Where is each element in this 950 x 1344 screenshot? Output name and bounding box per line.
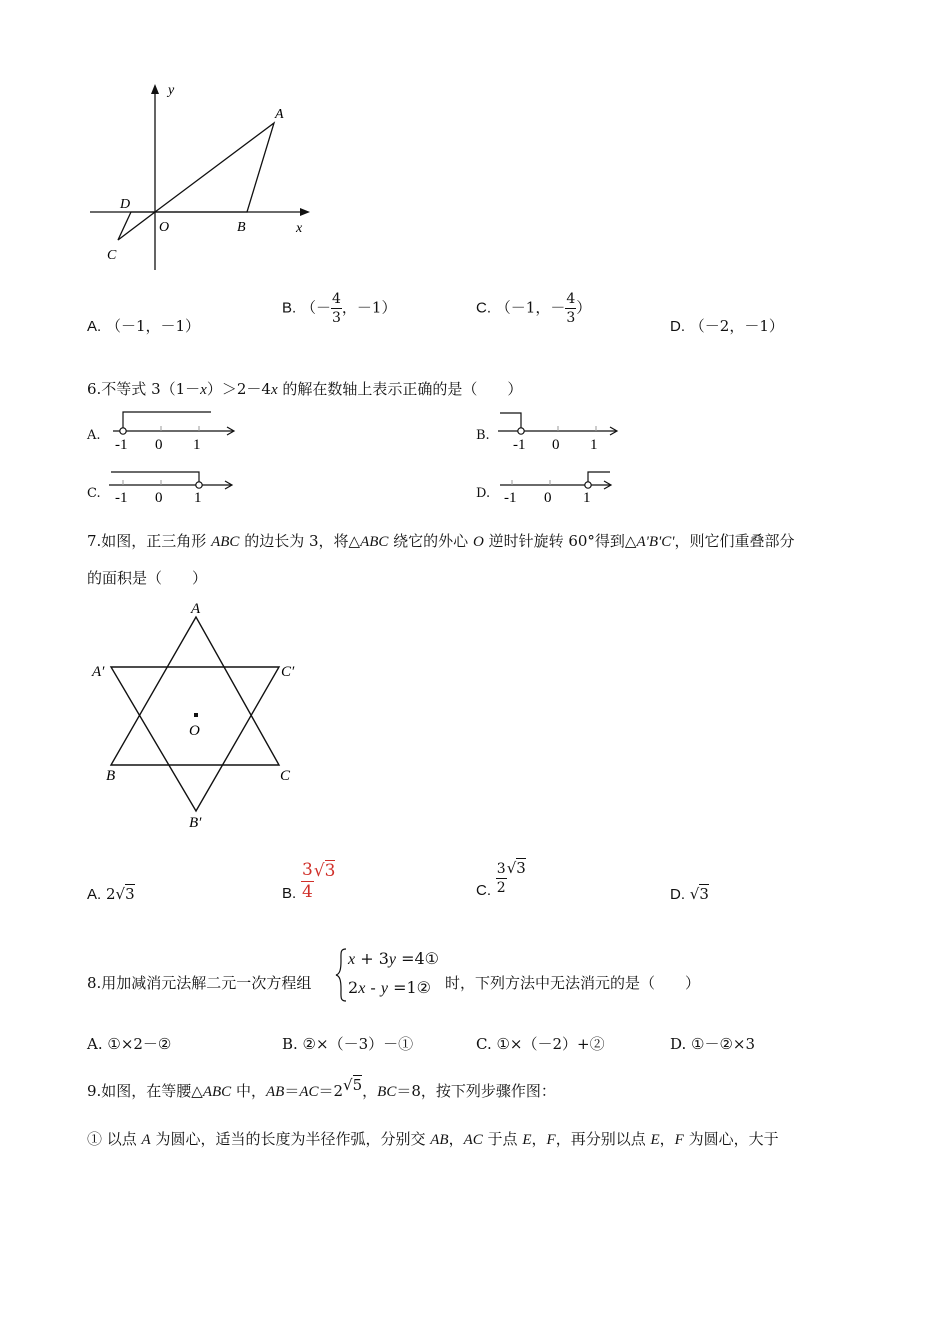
option-label: B. xyxy=(282,299,297,317)
number-line xyxy=(105,468,245,508)
number-line xyxy=(494,406,634,454)
fraction: $\frac{4}{3}$ xyxy=(566,291,576,326)
label-A: A xyxy=(191,601,201,617)
option-label: D. xyxy=(670,886,685,903)
tick-label: 0 xyxy=(552,437,560,453)
option-text: （－1，－ xyxy=(495,298,566,317)
label-y: y xyxy=(168,83,175,98)
tick-label: 0 xyxy=(155,490,163,506)
number-line xyxy=(494,468,634,508)
label-B-prime: B′ xyxy=(189,815,202,831)
q7-option-a[interactable] xyxy=(87,885,135,903)
option-text: （－ xyxy=(300,298,331,317)
label-C: C xyxy=(107,248,117,263)
equation-1: x + 3y =4① xyxy=(348,949,439,968)
fraction: $\frac{3}{2}$ xyxy=(496,861,506,896)
triangle-OAB xyxy=(155,123,274,212)
option-label: D. xyxy=(476,486,491,501)
label-O: O xyxy=(189,723,200,739)
q7-option-d[interactable] xyxy=(670,885,709,903)
q8-stem-a: 8.用加减消元法解二元一次方程组 xyxy=(87,974,312,992)
label-B: B xyxy=(237,220,246,235)
tick-label: 0 xyxy=(544,490,552,506)
triangle-ABC xyxy=(111,617,279,765)
x-axis-arrow xyxy=(300,208,310,216)
option-label: C. xyxy=(476,299,491,317)
label-O: O xyxy=(159,220,170,235)
option-text: （－1，－1） xyxy=(105,317,201,335)
label-D: D xyxy=(120,197,131,212)
option-label: A. xyxy=(87,428,101,443)
label-A-prime: A′ xyxy=(92,664,105,680)
fraction: $\frac{3}{4}$ xyxy=(301,860,313,902)
tick-label: 1 xyxy=(583,490,591,506)
option-text: ，－1） xyxy=(341,298,397,317)
triangle-A1B1C1 xyxy=(111,667,279,811)
option-label: B. xyxy=(476,428,490,443)
tick-label: 1 xyxy=(193,437,201,453)
q7-stem-line1: 7.如图，正三角形 ABC 的边长为 3，将△ABC 绕它的外心 O 逆时针旋转 60°得到△A'B'C'，则它们重叠部分 xyxy=(87,532,795,550)
q8-option-c[interactable]: C. ①×（－2）+② xyxy=(476,1035,605,1053)
option-label: B. xyxy=(282,884,297,902)
center-point xyxy=(194,713,198,717)
q8-option-a[interactable]: A. ①×2－② xyxy=(87,1035,172,1053)
label-C: C xyxy=(280,768,291,784)
q7-stem-line2: 的面积是（ ） xyxy=(87,569,208,587)
hexagram-figure xyxy=(80,595,320,835)
brace-icon xyxy=(334,947,348,1003)
q6-stem: 6.不等式 3（1－x）＞2－4x 的解在数轴上表示正确的是（ ） xyxy=(87,380,523,398)
coefficient: 2 xyxy=(105,885,116,903)
q8-stem-b: 时，下列方法中无法消元的是（ ） xyxy=(445,974,701,992)
q9-stem: 9.如图，在等腰△ABC 中，AB＝AC＝2√5，BC＝8，按下列步骤作图： xyxy=(87,1076,556,1100)
option-label: C. xyxy=(87,486,101,501)
tick-label: 1 xyxy=(590,437,598,453)
q5-option-b[interactable] xyxy=(282,292,396,325)
equation-2: 2x - y =1② xyxy=(348,978,431,997)
option-text: ） xyxy=(576,298,592,317)
sqrt-sign: √3 xyxy=(313,860,336,881)
q7-option-b[interactable] xyxy=(282,862,335,901)
sqrt-sign: √3 xyxy=(506,858,526,877)
fraction: $\frac{4}{3}$ xyxy=(331,291,341,326)
option-label: C. xyxy=(476,881,491,899)
label-C-prime: C′ xyxy=(281,664,295,680)
sqrt-sign: √5 xyxy=(343,1076,363,1094)
tick-label: 1 xyxy=(194,490,202,506)
tick-label: -1 xyxy=(115,490,128,506)
q8-option-d[interactable]: D. ①－②×3 xyxy=(670,1035,756,1053)
q5-option-d[interactable] xyxy=(670,315,784,336)
label-A: A xyxy=(275,107,284,122)
label-B: B xyxy=(106,768,116,784)
coordinate-figure xyxy=(80,75,320,280)
option-label: A. xyxy=(87,886,102,903)
option-text: （－2，－1） xyxy=(689,317,784,335)
q5-option-c[interactable] xyxy=(476,292,591,325)
q7-option-c[interactable] xyxy=(476,858,526,899)
option-label: D. xyxy=(670,318,685,335)
tick-label: -1 xyxy=(115,437,128,453)
tick-label: -1 xyxy=(513,437,526,453)
q8-option-b[interactable]: B. ②×（－3）－① xyxy=(282,1035,414,1053)
q5-option-a[interactable] xyxy=(87,315,200,336)
number-line xyxy=(105,406,245,454)
tick-label: -1 xyxy=(504,490,517,506)
sqrt-sign: √ xyxy=(689,885,700,903)
option-label: A. xyxy=(87,318,102,335)
q9-step-1: ① 以点 A 为圆心，适当的长度为半径作弧，分别交 AB，AC 于点 E，F，再分别以点 E，F 为圆心，大于 xyxy=(87,1130,779,1148)
label-x: x xyxy=(296,221,303,236)
radicand: 3 xyxy=(125,885,135,903)
triangle-ODC xyxy=(118,212,155,240)
tick-label: 0 xyxy=(155,437,163,453)
y-axis-arrow xyxy=(151,84,159,94)
radicand: 3 xyxy=(699,885,709,903)
sqrt-sign: √ xyxy=(115,885,126,903)
